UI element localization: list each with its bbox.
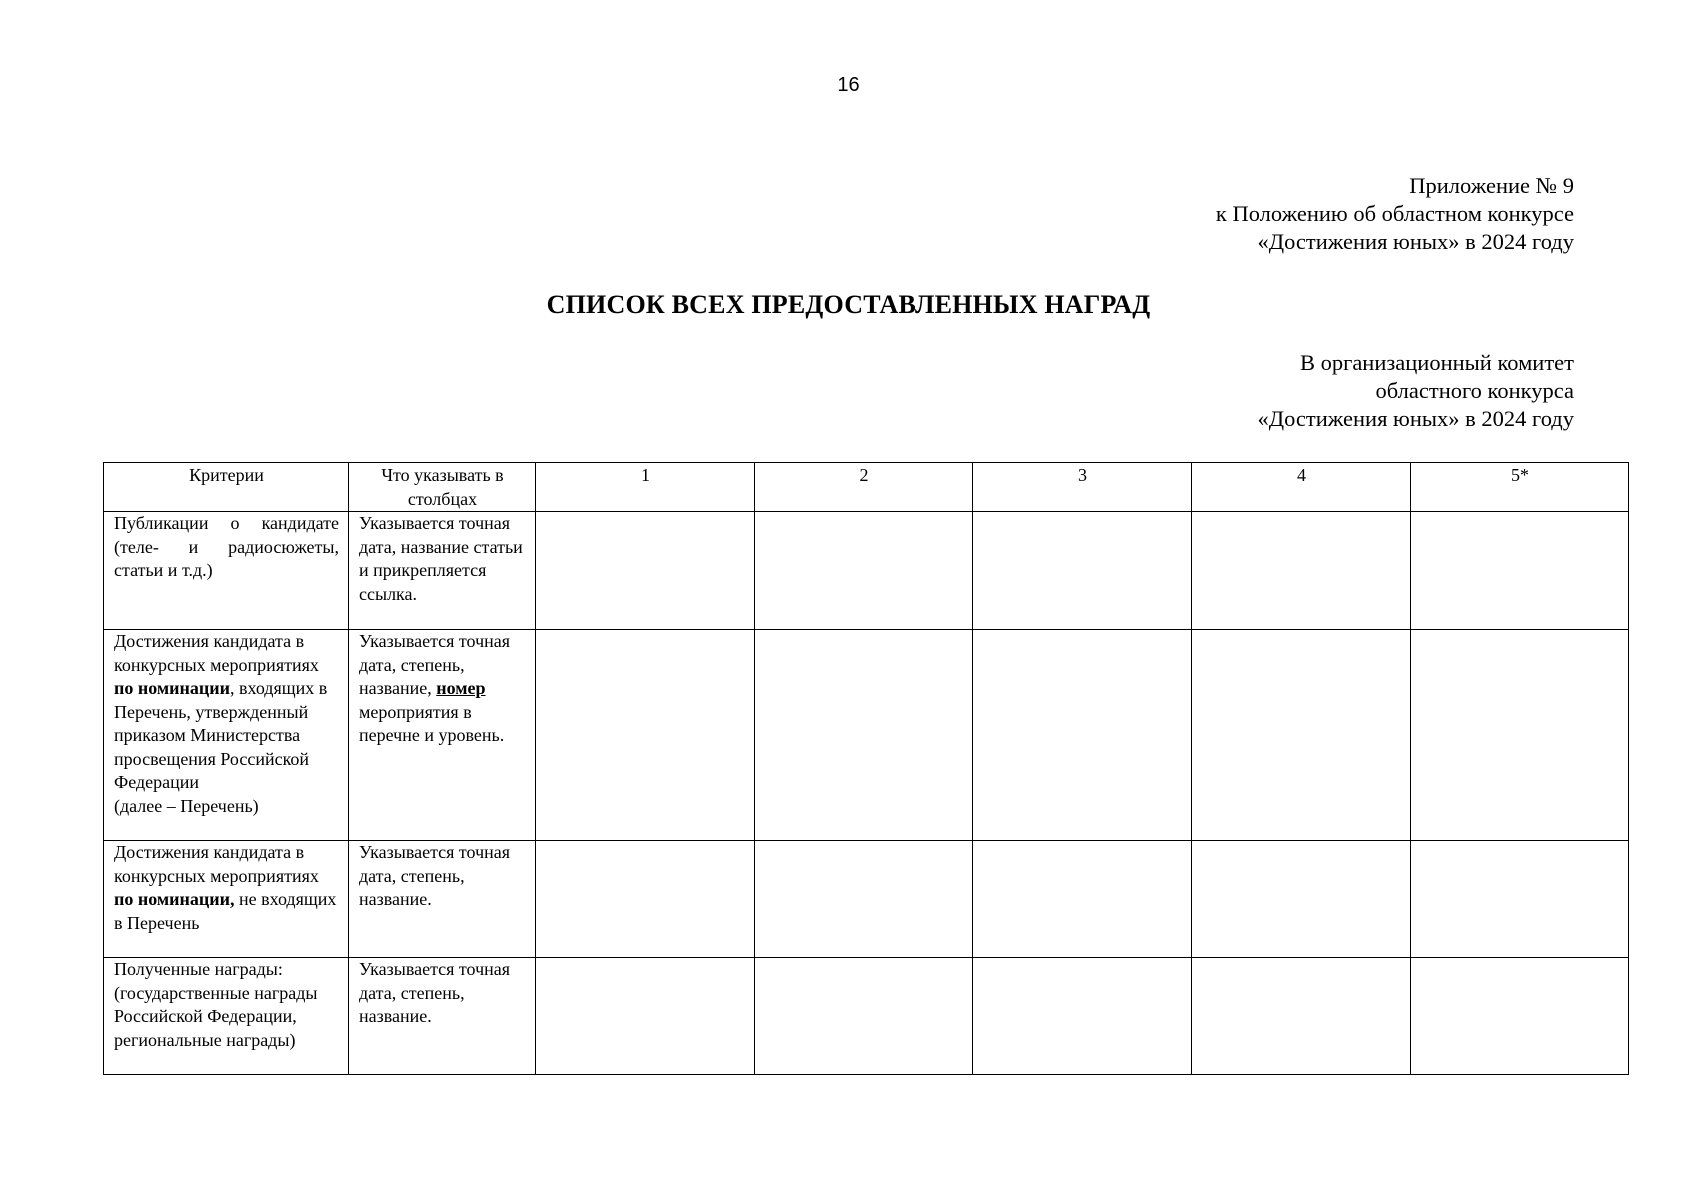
criteria-text: Достижения кандидата в конкурсных мероприятиях	[114, 842, 319, 886]
entry-cell[interactable]	[973, 958, 1192, 1075]
criteria-bold-text: по номинации,	[114, 889, 235, 909]
entry-cell[interactable]	[755, 841, 973, 958]
instruction-text: мероприятия в перечне и уровень.	[359, 701, 505, 745]
appendix-line-2: к Положению об областном конкурсе	[1215, 201, 1574, 226]
header-criteria: Критерии	[104, 463, 349, 512]
criteria-text: (далее – Перечень)	[114, 795, 259, 816]
appendix-line-1: Приложение № 9	[1409, 173, 1574, 198]
instruction-cell	[349, 630, 536, 841]
appendix-line-3: «Достижения юных» в 2024 году	[1257, 229, 1574, 254]
page-number: 16	[837, 74, 860, 96]
addressee-block	[1258, 349, 1575, 433]
entry-cell[interactable]	[536, 958, 755, 1075]
entry-cell[interactable]	[755, 630, 973, 841]
entry-cell[interactable]	[1192, 512, 1411, 630]
addressee-line-2: областного конкурса	[1375, 378, 1574, 403]
document-title: СПИСОК ВСЕХ ПРЕДОСТАВЛЕННЫХ НАГРАД	[546, 290, 1151, 319]
header-col-1: 1	[536, 463, 755, 512]
criteria-cell	[104, 841, 349, 958]
entry-cell[interactable]	[1411, 630, 1629, 841]
table-row	[104, 512, 1629, 630]
table-row	[104, 841, 1629, 958]
criteria-text: Достижения кандидата в конкурсных мероприятиях	[114, 631, 319, 675]
header-what-to-specify: Что указывать в столбцах	[349, 463, 536, 512]
criteria-text: , входящих в Перечень, утвержденный приказом Министерства просвещения Российской Федерации	[114, 678, 328, 792]
entry-cell[interactable]	[1411, 841, 1629, 958]
criteria-cell: Полученные награды: (государственные награды Российской Федерации, региональные награды)	[104, 958, 349, 1075]
criteria-bold-text: по номинации	[114, 678, 231, 698]
entry-cell[interactable]	[536, 630, 755, 841]
criteria-text: не входящих в Перечень	[114, 889, 337, 933]
entry-cell[interactable]	[1411, 512, 1629, 630]
instruction-cell: Указывается точная дата, название статьи и прикрепляется ссылка.	[349, 512, 536, 630]
entry-cell[interactable]	[1411, 958, 1629, 1075]
entry-cell[interactable]	[755, 512, 973, 630]
instruction-cell: Указывается точная дата, степень, название.	[349, 958, 536, 1075]
entry-cell[interactable]	[973, 630, 1192, 841]
addressee-line-3: «Достижения юных» в 2024 году	[1257, 406, 1574, 431]
header-col-4: 4	[1192, 463, 1411, 512]
entry-cell[interactable]	[973, 512, 1192, 630]
table-row	[104, 630, 1629, 841]
header-col-5: 5*	[1411, 463, 1629, 512]
appendix-header	[1216, 172, 1574, 256]
entry-cell[interactable]	[536, 841, 755, 958]
instruction-cell: Указывается точная дата, степень, название.	[349, 841, 536, 958]
entry-cell[interactable]	[1192, 630, 1411, 841]
criteria-cell: Публикации о кандидате (теле- и радиосюжеты, статьи и т.д.)	[104, 512, 349, 630]
instruction-text: Указывается точная дата, степень, название,	[359, 631, 511, 698]
entry-cell[interactable]	[755, 958, 973, 1075]
entry-cell[interactable]	[1192, 958, 1411, 1075]
awards-table	[103, 462, 1629, 1075]
addressee-line-1: В организационный комитет	[1299, 350, 1574, 375]
header-col-3: 3	[973, 463, 1192, 512]
header-col-2: 2	[755, 463, 973, 512]
instruction-emphasis-text: номер	[436, 678, 486, 698]
entry-cell[interactable]	[1192, 841, 1411, 958]
criteria-cell	[104, 630, 349, 841]
entry-cell[interactable]	[536, 512, 755, 630]
table-header-row	[104, 463, 1629, 512]
entry-cell[interactable]	[973, 841, 1192, 958]
table-row	[104, 958, 1629, 1075]
